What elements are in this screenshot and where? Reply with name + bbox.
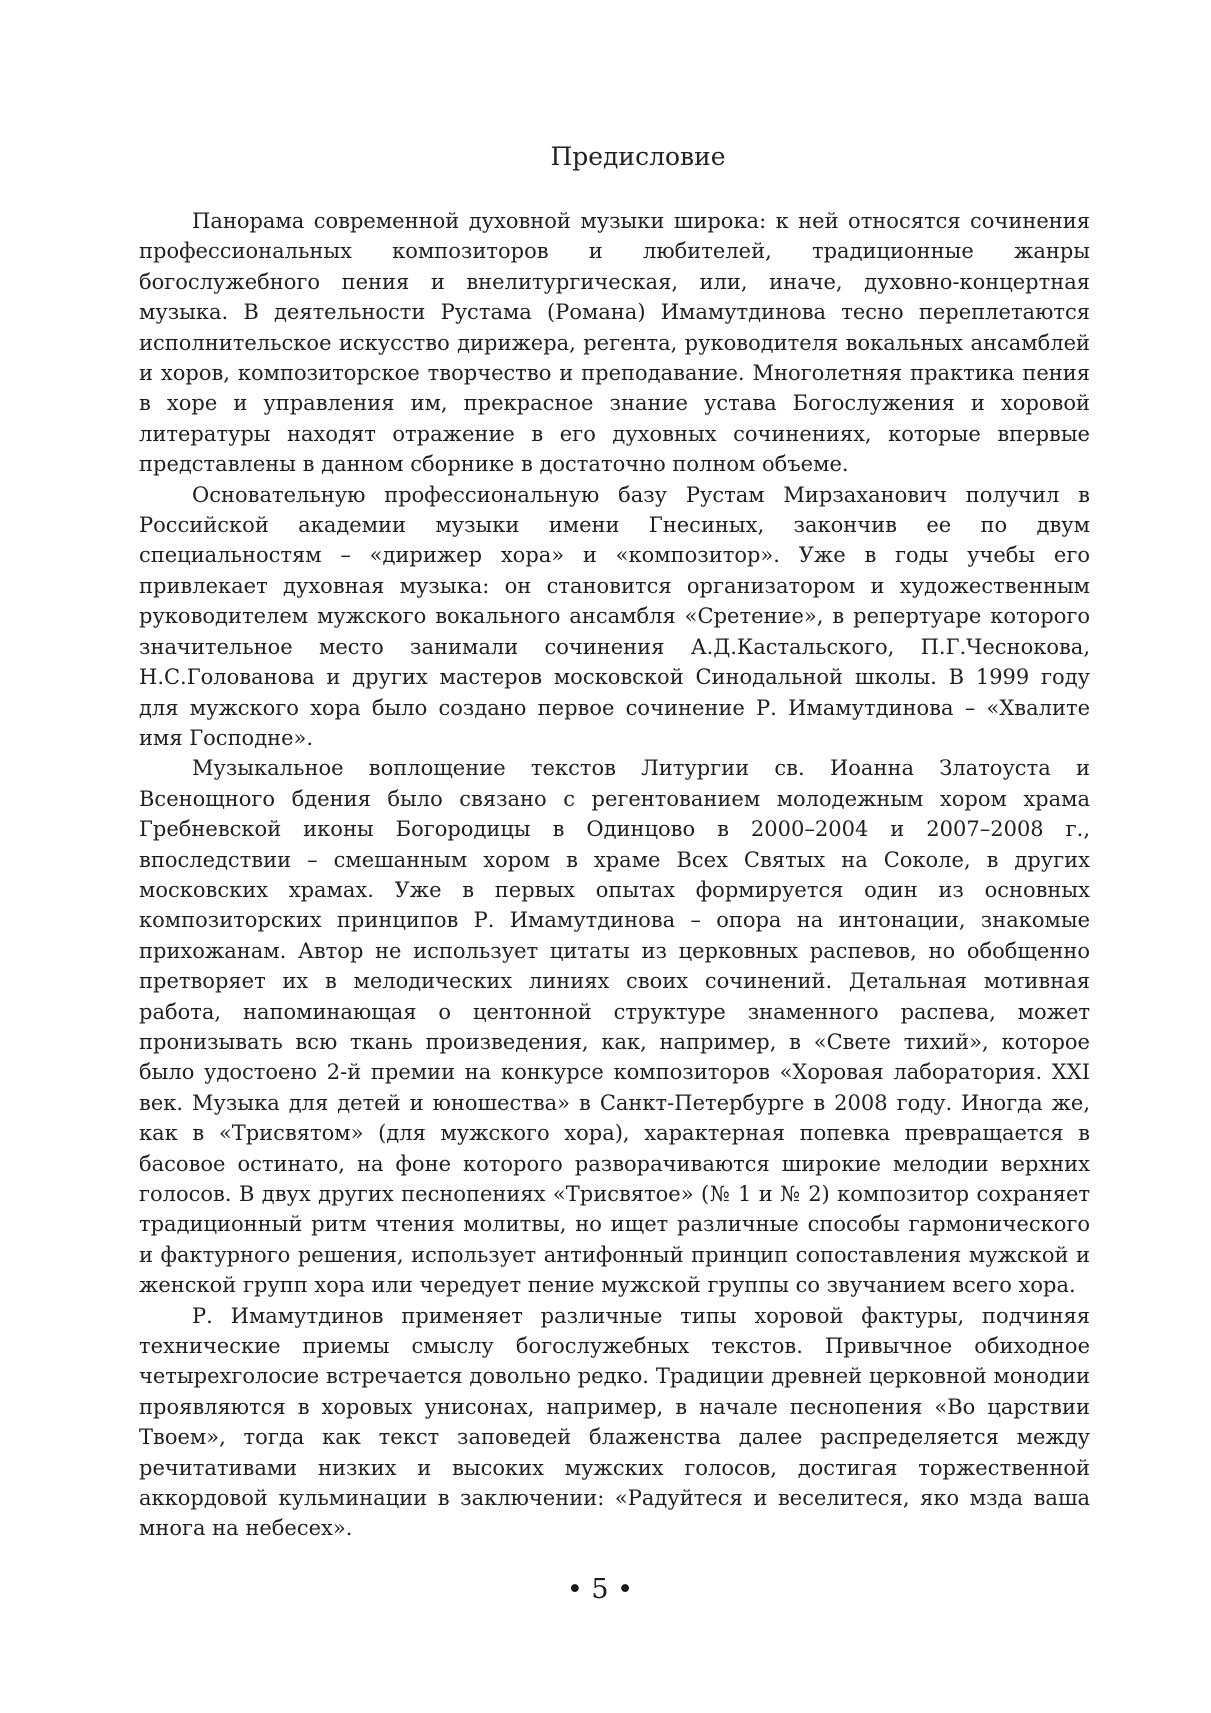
body-text (139, 206, 1090, 1544)
page-number: • 5 • (566, 1574, 634, 1605)
paragraph-1: Панорама современной духовной музыки широка: к ней относятся сочинения профессиональных композиторов и любителей, традиционные жанры богослужебного пения и внелитургическая, или, иначе, духовно-концертная музыка. В деятельности Рустама (Романа) Имамутдинова тесно переплетаются исполнительское искусство дирижера, регента, руководителя вокальных ансамблей и хоров, композиторское творчество и преподавание. Многолетняя практика пения в хоре и управления им, прекрасное знание устава Богослужения и хоровой литературы находят отражение в его духовных сочинениях, которые впервые представлены в данном сборнике в достаточно полном объеме. (139, 209, 1090, 477)
paragraph-3: Музыкальное воплощение текстов Литургии св. Иоанна Златоуста и Всенощного бдения было связано с регентованием молодежным хором храма Гребневской иконы Богородицы в Одинцово в 2000–2004 и 2007–2008 г., впоследствии – смешанным хором в храме Всех Святых на Соколе, в других московских храмах. Уже в первых опытах формируется один из основных композиторских принципов Р. Имамутдинова – опора на интонации, знакомые прихожанам. Автор не использует цитаты из церковных распевов, но обобщенно претворяет их в мелодических линиях своих сочинений. Детальная мотивная работа, напоминающая о центонной структуре знаменного распева, может пронизывать всю ткань произведения, как, например, в «Свете тихий», которое было удостоено 2-й премии на конкурсе композиторов «Хоровая лаборатория. XXI век. Музыка для детей и юношества» в Санкт-Петербурге в 2008 году. Иногда же, как в «Трисвятом» (для мужского хора), характерная попевка превращается в басовое остинато, на фоне которого разворачиваются широкие мелодии верхних голосов. В двух других песнопениях «Трисвятое» (№ 1 и № 2) композитор сохраняет традиционный ритм чтения молитвы, но ищет различные способы гармонического и фактурного решения, использует антифонный принцип сопоставления мужской и женской групп хора или чередует пение мужской группы со звучанием всего хора. (139, 756, 1090, 1298)
paragraph-2: Основательную профессиональную базу Рустам Мирзаханович получил в Российской академии музыки имени Гнесиных, закончив ее по двум специальностям – «дирижер хора» и «композитор». Уже в годы учебы его привлекает духовная музыка: он становится организатором и художественным руководителем мужского вокального ансамбля «Сретение», в репертуаре которого значительное место занимали сочинения А.Д.Кастальского, П.Г.Чеснокова, Н.С.Голованова и других мастеров московской Синодальной школы. В 1999 году для мужского хора было создано первое сочинение Р. Имамутдинова – «Хвалите имя Господне». (139, 482, 1090, 750)
page-title: Предисловие (550, 142, 726, 171)
paragraph-4: Р. Имамутдинов применяет различные типы хоровой фактуры, подчиняя технические приемы смыслу богослужебных текстов. Привычное обиходное четырехголосие встречается довольно редко. Традиции древней церковной монодии проявляются в хоровых унисонах, например, в начале песнопения «Во царствии Твоем», тогда как текст заповедей блаженства далее распределяется между речитативами низких и высоких мужских голосов, достигая торжественной аккордовой кульминации в заключении: «Радуйтеся и веселитеся, яко мзда ваша многа на небесех». (139, 1303, 1090, 1541)
